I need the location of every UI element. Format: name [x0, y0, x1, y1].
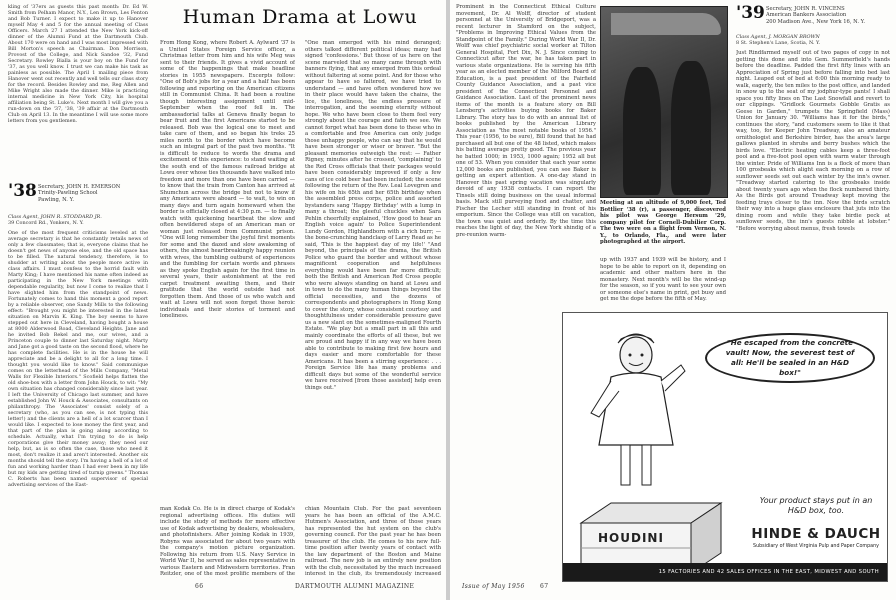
speech-bubble: "He escaped from the concrete vault! Now, the severest test of all: He'll be sealed in an H&D box!" — [705, 333, 875, 383]
article-headline: Human Drama at Lowu — [182, 6, 418, 28]
secretary-address-1: American Bankers Association — [766, 12, 847, 19]
person-left — [623, 67, 661, 195]
secretary-name: Secretary, JOHN H. EMERSON — [38, 184, 121, 190]
ad-footer-stripe: 15 FACTORIES AND 42 SALES OFFICES IN THE EAST, MIDWEST AND SOUTH — [563, 563, 887, 581]
secretary-address-2: 200 Madison Ave., New York 16, N. Y. — [766, 18, 866, 25]
secretary-name: Secretary, JOHN R. VINCENS — [766, 6, 845, 12]
secretary-address-2: Pawling, N. Y. — [38, 196, 74, 203]
person-right — [671, 61, 711, 195]
class-38-notes-continued: Prominent in the Connecticut Ethical Culture movement, Dr. Al Wolff, director of student personnel at the University of Bridgeport, was a recent lecturer in Stamford on the subject, "Problems in Improving Ethical Values from the Standpoint of the Family." During World War II, Dr. Wolff was chief psychiatric social worker at Tilton General Hospital, Fort Dix, N. J. Since coming to Connecticut after the war, he has taken part in various state organizations. He is serving his fifth year as an elected member of the Milford Board of Education, is a past president of the Fairfield County Guidance Association, and a past vice president of the Connecticut Personnel and Guidance Association. Last of the prominent news items of the month is a feature story on Bill Lensberg's activities buying books for Baker Library. The story has to do with an annual list of books published by the American Library Association as "the most notable books of 1956." This year (1956, to be sure), Bill found that he had purchased all but one of the 48 listed, which makes his batting average pretty good. The previous year he batted 1000; in 1953, 1000 again; 1952 all but one of 53. When you consider that each year some 12,000 books are published, you can see Baker is getting an expert attention. A one-day stand in Hanover this past spring vacation was singularly devoid of any 1938 contacts. I can report the Tinsels still doing business on the usual informal basis. Mack still purveying food and chatter, and Fischer the Lecher still standing in front of his emporium. Since the College was still on vacation, the town was quiet and orderly. By the time this reaches the light of day, the New York shindig of a pre-reunion warm- — [456, 4, 596, 238]
article-column-2: "One man emerged with his mind deranged; others talked different political ideas; many had signed 'confessions.' But those of us here on the scene marveled that so many came through with banners flying, that any emerged from this ordeal without faltering at some point. And for those who appear to have so faltered, we have tried to understand — and have often wondered how we in their place would have taken the chains, the lice, the loneliness, the endless pressure of interrogation, and the seeming eternity without hope. We who have been close to them feel very strongly about the courage and faith we see. We cannot forget what has been done to these who in a comfortable and free America can only judge those unhappy people, who can say that he would have been stronger or wiser or braver. "But the pleasant memories outweigh the rest: — Father Rigney, minutes after he crossed, 'complaining' to the Red Cross officials that their packages would have been considerably improved if only a few cans of ice cold beer had been included; the scene following the return of the Rev. Leal Lovegren and his wife on his 65th and her 65th birthday when the assembled press corps, police and assorted bystanders sang 'Happy Birthday' with a lump in many a throat; the gleeful chuckles when Sara Pehlin cheerfully explained, 'How good to hear an English voice again' to Police Superintendent Lundy Gordon, Highlandborn with a rich burr; — the bone-crunching handclasp of Larry Read as he said, 'This is the happiest day of my life!' "And beyond, the principals of the drama, the British Police who guard the border and without whose magnificent cooperation and helpfulness everything would have been far more difficult; both the British and American Red Cross people who were always standing on hand at Lowu and in town to do the many human things beyond the official necessities, and the dozens of correspondents and photographers in Hong Kong to cover the story, whose consistent courtesy and thoughtfulness under considerable pressure gave us a new slant on the sometimes-maligned Fourth Estate. "We play but a small part in all this and mainly coordinate the efforts of all these, but we are proud and happy if in any way we have been able to contribute to making first few hours and days easier and more comfortable for these Americans. It has been a stirring experience: . . . Foreign Service life has many problems and difficult days but some of the wonderful service we have received [from those assisted] help even things out." — [305, 40, 441, 391]
agent-name: Class Agent, J. MORGAN BROWN — [736, 34, 820, 40]
agent-address: 8 St. Stephen's Lane, Scotia, N. Y. — [736, 40, 821, 46]
airplane-shape — [611, 13, 721, 35]
houdini-box-label: HOUDINI — [598, 531, 664, 545]
left-page — [0, 0, 446, 600]
agent-name: Class Agent, JOHN R. STODDARD JR. — [8, 214, 102, 220]
column-37-notes: kling of '37ers as guests this past month: Dr. Ed W. Smith from Pelham Manor, N.Y., Len Brown, Les Fenton and Bob Turner. I expect to make it up to Hanover myself May 4 and 5 for the annual meeting of Class Officers. March 27 I attended the New York kick-off dinner of the Alumni Fund at the Dartmouth Club. About 170 were on hand and I was most impressed with Bill Morton's speech as Chairman. Don Morrison, Provost of the College, and Nick Sandoe '32, Fund Secretary. Rowley Bialla is your boy on the Fund for '37, as you well know. I trust we can make his task as painless as possible. The April 1 mailing piece from Hanover went out recently and well tells our class story for the record. Besides Rowley and me, Reg Allen and Mike Wright also made the dinner. Mike is practicing internal medicine in New York City, his hospital affiliation being St. Luke's. Next month I will give you a run-down on the '37, '38, '39 affair at the Dartmouth Club on April 13. In the meantime I will use some more letters from you gentlemen. — [8, 4, 148, 124]
ad-tagline: Your product stays put in an H&D box, too. — [759, 496, 873, 515]
class-38-wrapup: up with 1937 and 1939 will be history, and I hope to be able to report on it, depending on academic and other matters here in the monastery. Next month's will be the wind-up for the season, so if you want to see your own or someone else's name in print, get busy and get me the dope before the fifth of May. — [600, 257, 726, 302]
magazine-title: DARTMOUTH ALUMNI MAGAZINE — [295, 583, 415, 590]
hinde-dauch-ad — [562, 312, 888, 582]
secretary-address-1: Trinity-Pawling School — [38, 190, 98, 197]
photo-caption: Meeting at an altitude of 9,000 feet, Ted Bottlier '38 (r), a passenger, discovered his pilot was George Hersum '29, company pilot for Cornell-Dubilier Corp. The two were on a flight from Vernon, N. Y., to Orlando, Fla., and were later photographed at the airport. — [600, 200, 726, 245]
appalachian-notes: chian Mountain Club. For the past seventeen years he has been an official of the A.M.C. Hutmen's Association, and three of those years has represented the hut system on the club's governing council. For the past year he has been treasurer of the club. He comes to his new full-time position after twenty years of contact with the law department of the Boston and Maine railroad. The new job is an entirely new position with the club, necessitated by the much increased interest in the club, its tremendously increased — [305, 506, 441, 577]
class-39-agent — [736, 34, 890, 48]
class-38-secretary — [38, 184, 138, 203]
kodak-notes: man Kodak Co. He is in direct charge of Kodak's regional advertising offices. His duties will include the study of methods for more effective use of Kodak advertising by dealers, wholesalers, and photofinishers. After joining Kodak in 1939, Robyns was associated for about two years with the company's motion picture organization. Following his return from U.S. Navy Service in World War II, he served as sales representative in various Eastern and Midwestern territories. Fran Reitzler, one of the most prolific members of the — [160, 506, 295, 577]
ad-brand-name: HINDE & DAUCH — [751, 526, 881, 542]
ad-brand-subtitle: Subsidiary of West Virginia Pulp and Paper Company — [753, 544, 879, 549]
class-38-agent — [8, 214, 148, 228]
column-38-notes: One of the most frequent criticisms leveled at the average secretary is that he constantly retails news of only a few classmates; that is, everyone claims that he doesn't get news of anyone else, and the old space has to be filled. The natural tendency, therefore, is to shudder at writing about the people more active in class affairs. I must confess to the horrid fault with Marty King; I have mentioned his name often indeed as participating in the New York meetings with dependable regularity, but now I come to realize that I have slighted him from the standpoint of news. Fortunately comes to hand this moment a good report by a reliable observer, one Sandy Mills to the following effect: "Brought you might be interested in the latest situation on Marvin K. King. The boy seems to have stepped out here in Cleveland, having bought a house at 8000 Alderwood Road, Cleveland Heights. Jane and he invited Bob Rekel and me, our wives, and a Princeton couple to dinner last Saturday night. Marty and Jane got a good taste on the second flood, where he has complete facilities. He is in the house he will appreciate and be a delight to all for a long time. I thought you would like to know." Said communique comes on the letterhead of the Mills Company, "Metal Walls for Flexible Interiors." Scofield helps flatten the old shoe-box with a letter from John Houck, to wit: "My own situation has changed considerably since last year. I left the University of Chicago last summer, and have established John W. Houck & Associates, consultants on philanthropy. The 'Associates' consist solely of a secretary (who, as you can see, is not typing this letter!) and the clients are a hell of a lot scarcer than I would like. I expected to lose money the first year, and that part of the plan is going along according to schedule. Actually, what I'm trying to do is help corporations give their money away; they need our help, but, as is so often the case, those who need it most, don't realize it and aren't interested. Another six months should tell the story. I'm having a hell of a lot of fun and working harder than I had ever been in my life but my kids are getting tired of turnip greens." Thomas C. Roberts has been named supervisor of special advertising services of the East- — [8, 230, 148, 488]
issue-date: Issue of May 1956 — [462, 583, 525, 590]
airport-photo — [600, 6, 728, 198]
agent-address: 39 Concord Rd., Yonkers, N. Y. — [8, 220, 84, 226]
nurse-illustration — [581, 325, 691, 493]
class-39-secretary — [766, 6, 886, 25]
class-39-notes: Just Rindfarmed myself out of two pages of copy in not getting this done and into Gem. Summerfield's hands before the deadline. Padded the first fifty lines with an Appreciation of Spring just before falling into bed last night. Leaped out of bed at 6:00 this morning ready to walk, eagerly, the ten miles to the post office, and landed in snow up to the seat of my jodphur-type pants! I shall space you fifty lines on The Last Snowfall and revert to our clippings. "Gridlock Gourmets Gobble Gratis as Geese in Garden," trumpets the Springfield (Mass) Union for January 30. "Williams has it for the birds," continues the story, "and customers seem to like it that way, too, for Keeper John Treadway, also an amateur ornithologist and Berkshire birder, has the area's large gallows planted in shrubs and berry bushes which the birds love. "Electric heating cables keep a three-foot pool and a five-foot pool open with warm water through the winter. Pride of Williams Inn is a flock of more than 100 grosbeaks which alight each morning on a row of sunflower seeds set out each winter by the inn's owner. "Treadway started catering to the grosbeaks inside about twenty years ago when the flock numbered thirty. As the Birds got around Treadway kept moving the feeding trays closer to the inn. Now the birds scratch their way into a huge glass enclosure that juts into the dining room and while they take birdie peck at sunflower seeds, the inn's guests nibble at lobster." "Before worrying about menus, fresh towels — [736, 50, 890, 232]
page-number-right: 67 — [540, 583, 549, 590]
article-column-1: From Hong Kong, where Robert A. Aylward '37 is a United States Foreign Service officer, a Christmas letter from him and his wife Meg was sent to their friends. It gives a vivid account of some of the happenings that make headline stories in 1955 newspapers. Excerpts follow: "One of Bob's jobs for a year and a half has been following and reporting on the American citizens still in Communist China. It had been a routine though interesting assignment until mid-September when the roof fell in. The ambassadorial talks at Geneva finally began to bear fruit and the first Americans started to be released. Bob was the logical one to meet and take care of them, and so began his treks 25 miles north to the border which have become such an integral part of the past two months. "It is difficult to reduce to words the drama and excitement of this experience: to stand waiting at the south end of the famous railroad bridge at Lowu over whose ties thousands have walked into freedom and more than one have been carried — to know that the train from Canton has arrived at Shumchun across the bridge but not to know if any Americans were aboard — to wait, to win on many days and turn again homeward when the border is officially closed at 4:30 p.m. — to finally watch with quickening heartbeat the slow and often bewildered steps of an American man or woman just released from Communist prison. "One will long remember the joyful first moments for some and the dazed and slow awakening of others, the almost heartbreakingly happy reunion with wives, the tumbling outburst of experiences and the fumbling for certain words and phrases as they spoke English again for the first time in several years, their astonishment at the red carpet treatment awaiting them, and their gratitude that the world outside had not forgotten them. And those of us who watch and wait at Lowu will not soon forget those heroic individuals and their stories of torment and loneliness. — [160, 40, 295, 319]
page-number-left: 66 — [195, 583, 204, 590]
right-page — [450, 0, 896, 600]
class-39-number: '39 — [736, 3, 765, 23]
class-38-number: '38 — [8, 181, 37, 201]
